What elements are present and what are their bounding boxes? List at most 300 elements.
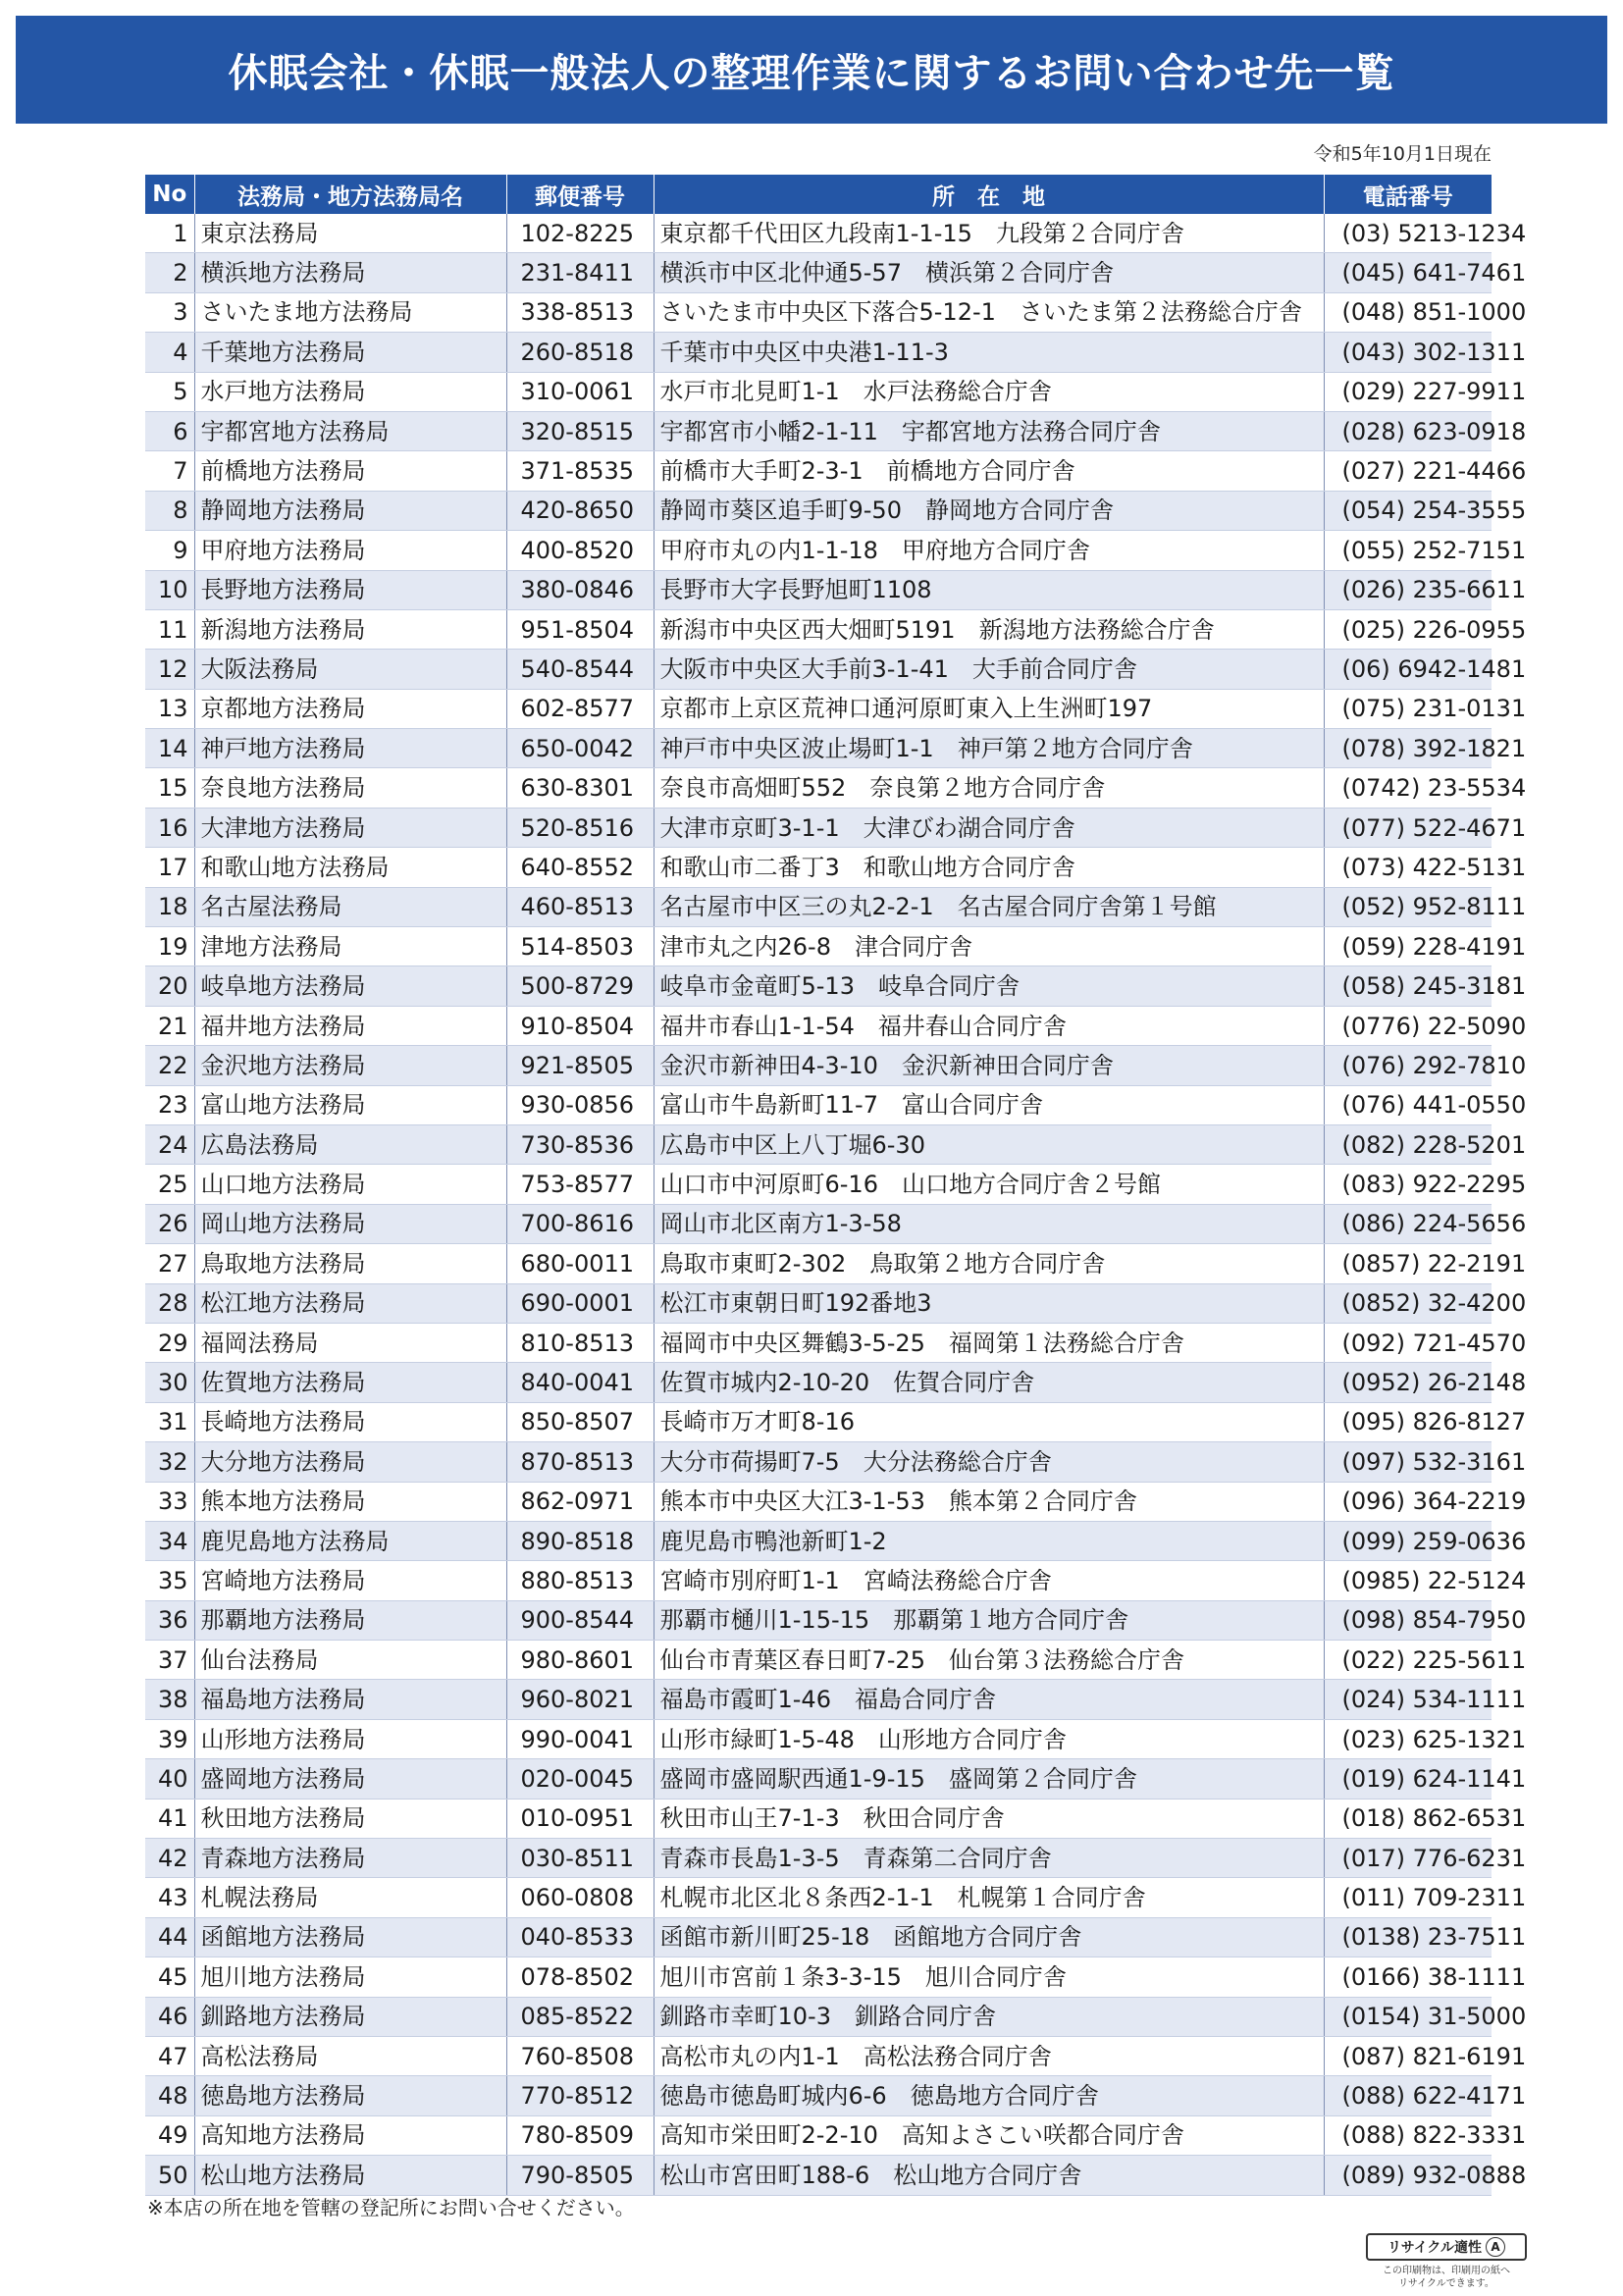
cell-postal: 810-8513 <box>506 1323 654 1362</box>
recycle-label: リサイクル適性 <box>1387 2240 1483 2256</box>
cell-office: 函館地方法務局 <box>194 1917 506 1957</box>
cell-phone: (0776) 22-5090 <box>1324 1006 1492 1045</box>
cell-phone: (096) 364-2219 <box>1324 1482 1492 1521</box>
cell-phone: (058) 245-3181 <box>1324 966 1492 1006</box>
cell-postal: 020-0045 <box>506 1759 654 1799</box>
cell-phone: (077) 522-4671 <box>1324 808 1492 847</box>
cell-office: 高松法務局 <box>194 2036 506 2075</box>
cell-address: 岐阜市金竜町5-13 岐阜合同庁舎 <box>654 966 1324 1006</box>
cell-address: 和歌山市二番丁3 和歌山地方合同庁舎 <box>654 848 1324 887</box>
cell-address: 福井市春山1-1-54 福井春山合同庁舎 <box>654 1006 1324 1045</box>
cell-office: 大阪法務局 <box>194 650 506 689</box>
cell-no: 12 <box>145 650 194 689</box>
cell-phone: (048) 851-1000 <box>1324 292 1492 332</box>
cell-postal: 460-8513 <box>506 887 654 926</box>
cell-no: 9 <box>145 531 194 570</box>
table-row <box>145 689 1492 728</box>
cell-postal: 514-8503 <box>506 927 654 966</box>
cell-postal: 730-8536 <box>506 1124 654 1164</box>
cell-phone: (0985) 22-5124 <box>1324 1561 1492 1600</box>
cell-phone: (055) 252-7151 <box>1324 531 1492 570</box>
cell-office: 高知地方法務局 <box>194 2115 506 2155</box>
cell-no: 43 <box>145 1878 194 1917</box>
cell-office: 盛岡地方法務局 <box>194 1759 506 1799</box>
cell-no: 11 <box>145 609 194 649</box>
cell-address: 鹿児島市鴨池新町1-2 <box>654 1521 1324 1560</box>
footnote: ※本店の所在地を管轄の登記所にお問い合せください。 <box>147 2196 635 2219</box>
cell-office: 福岡法務局 <box>194 1323 506 1362</box>
cell-no: 19 <box>145 927 194 966</box>
table-row <box>145 411 1492 450</box>
cell-no: 36 <box>145 1600 194 1640</box>
cell-phone: (06) 6942-1481 <box>1324 650 1492 689</box>
table-row <box>145 1917 1492 1957</box>
cell-office: 東京法務局 <box>194 214 506 253</box>
cell-address: 釧路市幸町10-3 釧路合同庁舎 <box>654 1997 1324 2036</box>
table-row <box>145 1759 1492 1799</box>
cell-address: 高松市丸の内1-1 高松法務合同庁舎 <box>654 2036 1324 2075</box>
table-row <box>145 2115 1492 2155</box>
cell-phone: (043) 302-1311 <box>1324 333 1492 372</box>
cell-no: 47 <box>145 2036 194 2075</box>
cell-office: 横浜地方法務局 <box>194 253 506 292</box>
cell-office: さいたま地方法務局 <box>194 292 506 332</box>
cell-office: 津地方法務局 <box>194 927 506 966</box>
recycle-grade-icon: A <box>1486 2237 1505 2257</box>
cell-phone: (0154) 31-5000 <box>1324 1997 1492 2036</box>
cell-address: 鳥取市東町2-302 鳥取第２地方合同庁舎 <box>654 1244 1324 1283</box>
cell-no: 3 <box>145 292 194 332</box>
table-row <box>145 650 1492 689</box>
cell-phone: (086) 224-5656 <box>1324 1204 1492 1243</box>
table-row <box>145 1283 1492 1323</box>
cell-postal: 780-8509 <box>506 2115 654 2155</box>
table-row <box>145 729 1492 768</box>
cell-address: 静岡市葵区追手町9-50 静岡地方合同庁舎 <box>654 491 1324 530</box>
table-row <box>145 1561 1492 1600</box>
table-row <box>145 848 1492 887</box>
cell-postal: 085-8522 <box>506 1997 654 2036</box>
cell-address: 甲府市丸の内1-1-18 甲府地方合同庁舎 <box>654 531 1324 570</box>
cell-office: 那覇地方法務局 <box>194 1600 506 1640</box>
cell-postal: 930-0856 <box>506 1085 654 1124</box>
cell-phone: (0952) 26-2148 <box>1324 1363 1492 1402</box>
cell-address: 熊本市中央区大江3-1-53 熊本第２合同庁舎 <box>654 1482 1324 1521</box>
cell-no: 5 <box>145 372 194 411</box>
cell-phone: (025) 226-0955 <box>1324 609 1492 649</box>
cell-no: 25 <box>145 1165 194 1204</box>
cell-postal: 400-8520 <box>506 531 654 570</box>
cell-phone: (075) 231-0131 <box>1324 689 1492 728</box>
cell-postal: 640-8552 <box>506 848 654 887</box>
cell-office: 和歌山地方法務局 <box>194 848 506 887</box>
cell-postal: 980-8601 <box>506 1641 654 1680</box>
cell-phone: (027) 221-4466 <box>1324 451 1492 491</box>
recycle-badge <box>1366 2233 1527 2261</box>
cell-office: 新潟地方法務局 <box>194 609 506 649</box>
cell-postal: 760-8508 <box>506 2036 654 2075</box>
cell-phone: (022) 225-5611 <box>1324 1641 1492 1680</box>
cell-postal: 371-8535 <box>506 451 654 491</box>
column-header-postal: 郵便番号 <box>506 175 654 214</box>
cell-no: 27 <box>145 1244 194 1283</box>
cell-address: 秋田市山王7-1-3 秋田合同庁舎 <box>654 1799 1324 1838</box>
cell-no: 1 <box>145 214 194 253</box>
cell-postal: 030-8511 <box>506 1839 654 1878</box>
cell-no: 24 <box>145 1124 194 1164</box>
cell-address: 東京都千代田区九段南1-1-15 九段第２合同庁舎 <box>654 214 1324 253</box>
cell-phone: (024) 534-1111 <box>1324 1680 1492 1719</box>
cell-phone: (0852) 32-4200 <box>1324 1283 1492 1323</box>
cell-office: 宇都宮地方法務局 <box>194 411 506 450</box>
cell-address: 大阪市中央区大手前3-1-41 大手前合同庁舎 <box>654 650 1324 689</box>
cell-address: 神戸市中央区波止場町1-1 神戸第２地方合同庁舎 <box>654 729 1324 768</box>
cell-no: 8 <box>145 491 194 530</box>
cell-office: 京都地方法務局 <box>194 689 506 728</box>
cell-postal: 650-0042 <box>506 729 654 768</box>
cell-no: 49 <box>145 2115 194 2155</box>
cell-no: 39 <box>145 1719 194 1758</box>
table-row <box>145 451 1492 491</box>
cell-postal: 680-0011 <box>506 1244 654 1283</box>
cell-office: 徳島地方法務局 <box>194 2076 506 2115</box>
cell-postal: 520-8516 <box>506 808 654 847</box>
table-body <box>145 214 1527 2195</box>
cell-office: 前橋地方法務局 <box>194 451 506 491</box>
cell-address: 盛岡市盛岡駅西通1-9-15 盛岡第２合同庁舎 <box>654 1759 1324 1799</box>
cell-phone: (0138) 23-7511 <box>1324 1917 1492 1957</box>
cell-no: 31 <box>145 1402 194 1441</box>
cell-office: 福井地方法務局 <box>194 1006 506 1045</box>
cell-postal: 770-8512 <box>506 2076 654 2115</box>
cell-address: 山口市中河原町6-16 山口地方合同庁舎２号館 <box>654 1165 1324 1204</box>
cell-address: 札幌市北区北８条西2-1-1 札幌第１合同庁舎 <box>654 1878 1324 1917</box>
cell-postal: 320-8515 <box>506 411 654 450</box>
cell-no: 50 <box>145 2156 194 2195</box>
cell-office: 大津地方法務局 <box>194 808 506 847</box>
table-row <box>145 292 1492 332</box>
cell-postal: 840-0041 <box>506 1363 654 1402</box>
column-header-no: No <box>145 175 194 214</box>
cell-phone: (017) 776-6231 <box>1324 1839 1492 1878</box>
cell-office: 佐賀地方法務局 <box>194 1363 506 1402</box>
cell-office: 仙台法務局 <box>194 1641 506 1680</box>
cell-postal: 630-8301 <box>506 768 654 808</box>
cell-phone: (023) 625-1321 <box>1324 1719 1492 1758</box>
cell-no: 15 <box>145 768 194 808</box>
table-row <box>145 1680 1492 1719</box>
cell-office: 札幌法務局 <box>194 1878 506 1917</box>
cell-postal: 500-8729 <box>506 966 654 1006</box>
cell-postal: 231-8411 <box>506 253 654 292</box>
cell-address: 松山市宮田町188-6 松山地方合同庁舎 <box>654 2156 1324 2195</box>
table-row <box>145 1600 1492 1640</box>
cell-address: 奈良市高畑町552 奈良第２地方合同庁舎 <box>654 768 1324 808</box>
cell-no: 16 <box>145 808 194 847</box>
cell-office: 松山地方法務局 <box>194 2156 506 2195</box>
cell-postal: 540-8544 <box>506 650 654 689</box>
cell-postal: 890-8518 <box>506 1521 654 1560</box>
cell-office: 神戸地方法務局 <box>194 729 506 768</box>
cell-phone: (083) 922-2295 <box>1324 1165 1492 1204</box>
cell-address: 金沢市新神田4-3-10 金沢新神田合同庁舎 <box>654 1046 1324 1085</box>
recycle-note-line-2: リサイクルできます。 <box>1398 2278 1494 2289</box>
cell-office: 鳥取地方法務局 <box>194 1244 506 1283</box>
cell-postal: 338-8513 <box>506 292 654 332</box>
cell-office: 旭川地方法務局 <box>194 1957 506 1997</box>
table-row <box>145 887 1492 926</box>
table-row <box>145 2036 1492 2075</box>
table-row <box>145 1085 1492 1124</box>
cell-address: 大津市京町3-1-1 大津びわ湖合同庁舎 <box>654 808 1324 847</box>
title-banner <box>16 16 1607 124</box>
cell-address: 大分市荷揚町7-5 大分法務総合庁舎 <box>654 1442 1324 1482</box>
cell-postal: 260-8518 <box>506 333 654 372</box>
cell-no: 45 <box>145 1957 194 1997</box>
cell-office: 長崎地方法務局 <box>194 1402 506 1441</box>
cell-no: 35 <box>145 1561 194 1600</box>
cell-phone: (03) 5213-1234 <box>1324 214 1492 253</box>
table-row <box>145 1442 1492 1482</box>
cell-postal: 010-0951 <box>506 1799 654 1838</box>
cell-address: 福岡市中央区舞鶴3-5-25 福岡第１法務総合庁舎 <box>654 1323 1324 1362</box>
cell-address: 宇都宮市小幡2-1-11 宇都宮地方法務合同庁舎 <box>654 411 1324 450</box>
cell-address: 函館市新川町25-18 函館地方合同庁舎 <box>654 1917 1324 1957</box>
cell-postal: 690-0001 <box>506 1283 654 1323</box>
cell-phone: (011) 709-2311 <box>1324 1878 1492 1917</box>
cell-no: 7 <box>145 451 194 491</box>
cell-phone: (098) 854-7950 <box>1324 1600 1492 1640</box>
cell-no: 29 <box>145 1323 194 1362</box>
cell-address: 名古屋市中区三の丸2-2-1 名古屋合同庁舎第１号館 <box>654 887 1324 926</box>
cell-phone: (088) 622-4171 <box>1324 2076 1492 2115</box>
cell-no: 40 <box>145 1759 194 1799</box>
cell-phone: (076) 441-0550 <box>1324 1085 1492 1124</box>
cell-address: 前橋市大手町2-3-1 前橋地方合同庁舎 <box>654 451 1324 491</box>
cell-address: 仙台市青葉区春日町7-25 仙台第３法務総合庁舎 <box>654 1641 1324 1680</box>
cell-phone: (076) 292-7810 <box>1324 1046 1492 1085</box>
table-row <box>145 1165 1492 1204</box>
table-row <box>145 768 1492 808</box>
cell-no: 38 <box>145 1680 194 1719</box>
cell-phone: (092) 721-4570 <box>1324 1323 1492 1362</box>
cell-address: 千葉市中央区中央港1-11-3 <box>654 333 1324 372</box>
cell-postal: 753-8577 <box>506 1165 654 1204</box>
cell-postal: 960-8021 <box>506 1680 654 1719</box>
table-row <box>145 609 1492 649</box>
recycle-note <box>1366 2265 1527 2290</box>
cell-phone: (0166) 38-1111 <box>1324 1957 1492 1997</box>
table-row <box>145 372 1492 411</box>
cell-address: 富山市牛島新町11-7 富山合同庁舎 <box>654 1085 1324 1124</box>
table-row <box>145 1521 1492 1560</box>
table-row <box>145 570 1492 609</box>
cell-address: 徳島市徳島町城内6-6 徳島地方合同庁舎 <box>654 2076 1324 2115</box>
cell-postal: 921-8505 <box>506 1046 654 1085</box>
cell-no: 18 <box>145 887 194 926</box>
table-row <box>145 966 1492 1006</box>
cell-phone: (018) 862-6531 <box>1324 1799 1492 1838</box>
cell-postal: 310-0061 <box>506 372 654 411</box>
cell-address: 長野市大字長野旭町1108 <box>654 570 1324 609</box>
table-row <box>145 531 1492 570</box>
cell-no: 13 <box>145 689 194 728</box>
table-row <box>145 253 1492 292</box>
cell-office: 山口地方法務局 <box>194 1165 506 1204</box>
table-row <box>145 1482 1492 1521</box>
cell-phone: (045) 641-7461 <box>1324 253 1492 292</box>
cell-postal: 602-8577 <box>506 689 654 728</box>
cell-address: 長崎市万才町8-16 <box>654 1402 1324 1441</box>
cell-phone: (089) 932-0888 <box>1324 2156 1492 2195</box>
cell-postal: 951-8504 <box>506 609 654 649</box>
cell-no: 23 <box>145 1085 194 1124</box>
cell-office: 秋田地方法務局 <box>194 1799 506 1838</box>
cell-office: 千葉地方法務局 <box>194 333 506 372</box>
cell-office: 静岡地方法務局 <box>194 491 506 530</box>
cell-office: 甲府地方法務局 <box>194 531 506 570</box>
table-row <box>145 1641 1492 1680</box>
cell-phone: (073) 422-5131 <box>1324 848 1492 887</box>
cell-no: 33 <box>145 1482 194 1521</box>
cell-no: 17 <box>145 848 194 887</box>
as-of-date: 令和5年10月1日現在 <box>1313 143 1492 165</box>
table-row <box>145 1839 1492 1878</box>
cell-address: 水戸市北見町1-1 水戸法務総合庁舎 <box>654 372 1324 411</box>
table-row <box>145 2156 1492 2195</box>
cell-phone: (097) 532-3161 <box>1324 1442 1492 1482</box>
cell-office: 山形地方法務局 <box>194 1719 506 1758</box>
cell-no: 34 <box>145 1521 194 1560</box>
contact-table <box>145 175 1527 2196</box>
cell-postal: 910-8504 <box>506 1006 654 1045</box>
cell-office: 鹿児島地方法務局 <box>194 1521 506 1560</box>
cell-phone: (052) 952-8111 <box>1324 887 1492 926</box>
cell-office: 岡山地方法務局 <box>194 1204 506 1243</box>
cell-address: 岡山市北区南方1-3-58 <box>654 1204 1324 1243</box>
cell-postal: 380-0846 <box>506 570 654 609</box>
cell-phone: (028) 623-0918 <box>1324 411 1492 450</box>
column-header-address: 所 在 地 <box>654 175 1324 214</box>
cell-address: 新潟市中央区西大畑町5191 新潟地方法務総合庁舎 <box>654 609 1324 649</box>
cell-no: 46 <box>145 1997 194 2036</box>
table-row <box>145 2076 1492 2115</box>
column-header-office: 法務局・地方法務局名 <box>194 175 506 214</box>
table-row <box>145 1046 1492 1085</box>
cell-office: 金沢地方法務局 <box>194 1046 506 1085</box>
column-header-phone: 電話番号 <box>1324 175 1492 214</box>
cell-no: 28 <box>145 1283 194 1323</box>
cell-no: 21 <box>145 1006 194 1045</box>
cell-postal: 420-8650 <box>506 491 654 530</box>
cell-postal: 850-8507 <box>506 1402 654 1441</box>
cell-office: 名古屋法務局 <box>194 887 506 926</box>
table-row <box>145 214 1492 253</box>
cell-office: 青森地方法務局 <box>194 1839 506 1878</box>
table-row <box>145 1124 1492 1164</box>
cell-phone: (059) 228-4191 <box>1324 927 1492 966</box>
cell-office: 宮崎地方法務局 <box>194 1561 506 1600</box>
cell-no: 30 <box>145 1363 194 1402</box>
cell-phone: (029) 227-9911 <box>1324 372 1492 411</box>
cell-office: 水戸地方法務局 <box>194 372 506 411</box>
cell-address: 津市丸之内26-8 津合同庁舎 <box>654 927 1324 966</box>
cell-no: 14 <box>145 729 194 768</box>
cell-phone: (0857) 22-2191 <box>1324 1244 1492 1283</box>
table-row <box>145 1204 1492 1243</box>
table-row <box>145 1363 1492 1402</box>
table-row <box>145 1799 1492 1838</box>
cell-address: 宮崎市別府町1-1 宮崎法務総合庁舎 <box>654 1561 1324 1600</box>
cell-address: 福島市霞町1-46 福島合同庁舎 <box>654 1680 1324 1719</box>
cell-address: 広島市中区上八丁堀6-30 <box>654 1124 1324 1164</box>
cell-office: 熊本地方法務局 <box>194 1482 506 1521</box>
cell-office: 奈良地方法務局 <box>194 768 506 808</box>
cell-postal: 078-8502 <box>506 1957 654 1997</box>
cell-phone: (088) 822-3331 <box>1324 2115 1492 2155</box>
cell-no: 48 <box>145 2076 194 2115</box>
cell-no: 6 <box>145 411 194 450</box>
cell-no: 2 <box>145 253 194 292</box>
table-row <box>145 1957 1492 1997</box>
cell-office: 釧路地方法務局 <box>194 1997 506 2036</box>
cell-postal: 900-8544 <box>506 1600 654 1640</box>
cell-no: 10 <box>145 570 194 609</box>
cell-phone: (078) 392-1821 <box>1324 729 1492 768</box>
cell-postal: 060-0808 <box>506 1878 654 1917</box>
cell-phone: (082) 228-5201 <box>1324 1124 1492 1164</box>
cell-address: 高知市栄田町2-2-10 高知よさこい咲都合同庁舎 <box>654 2115 1324 2155</box>
recycle-note-line-1: この印刷物は、印刷用の紙へ <box>1383 2266 1510 2276</box>
cell-no: 26 <box>145 1204 194 1243</box>
cell-no: 37 <box>145 1641 194 1680</box>
cell-no: 44 <box>145 1917 194 1957</box>
cell-no: 22 <box>145 1046 194 1085</box>
cell-no: 41 <box>145 1799 194 1838</box>
cell-address: 那覇市樋川1-15-15 那覇第１地方合同庁舎 <box>654 1600 1324 1640</box>
table-row <box>145 491 1492 530</box>
cell-postal: 700-8616 <box>506 1204 654 1243</box>
table-row <box>145 1006 1492 1045</box>
cell-phone: (054) 254-3555 <box>1324 491 1492 530</box>
table-row <box>145 808 1492 847</box>
cell-postal: 102-8225 <box>506 214 654 253</box>
cell-no: 42 <box>145 1839 194 1878</box>
page-title: 休眠会社・休眠一般法人の整理作業に関するお問い合わせ先一覧 <box>228 50 1395 96</box>
cell-no: 32 <box>145 1442 194 1482</box>
table-header-row <box>145 175 1492 214</box>
cell-address: 京都市上京区荒神口通河原町東入上生洲町197 <box>654 689 1324 728</box>
cell-postal: 040-8533 <box>506 1917 654 1957</box>
recycle-mark <box>1366 2233 1527 2290</box>
table-row <box>145 1402 1492 1441</box>
table-row <box>145 1878 1492 1917</box>
cell-address: 旭川市宮前１条3-3-15 旭川合同庁舎 <box>654 1957 1324 1997</box>
cell-postal: 862-0971 <box>506 1482 654 1521</box>
cell-phone: (019) 624-1141 <box>1324 1759 1492 1799</box>
cell-postal: 790-8505 <box>506 2156 654 2195</box>
cell-no: 20 <box>145 966 194 1006</box>
cell-phone: (026) 235-6611 <box>1324 570 1492 609</box>
cell-office: 福島地方法務局 <box>194 1680 506 1719</box>
cell-office: 広島法務局 <box>194 1124 506 1164</box>
cell-office: 長野地方法務局 <box>194 570 506 609</box>
cell-phone: (099) 259-0636 <box>1324 1521 1492 1560</box>
cell-office: 大分地方法務局 <box>194 1442 506 1482</box>
cell-postal: 990-0041 <box>506 1719 654 1758</box>
cell-address: 松江市東朝日町192番地3 <box>654 1283 1324 1323</box>
cell-office: 岐阜地方法務局 <box>194 966 506 1006</box>
